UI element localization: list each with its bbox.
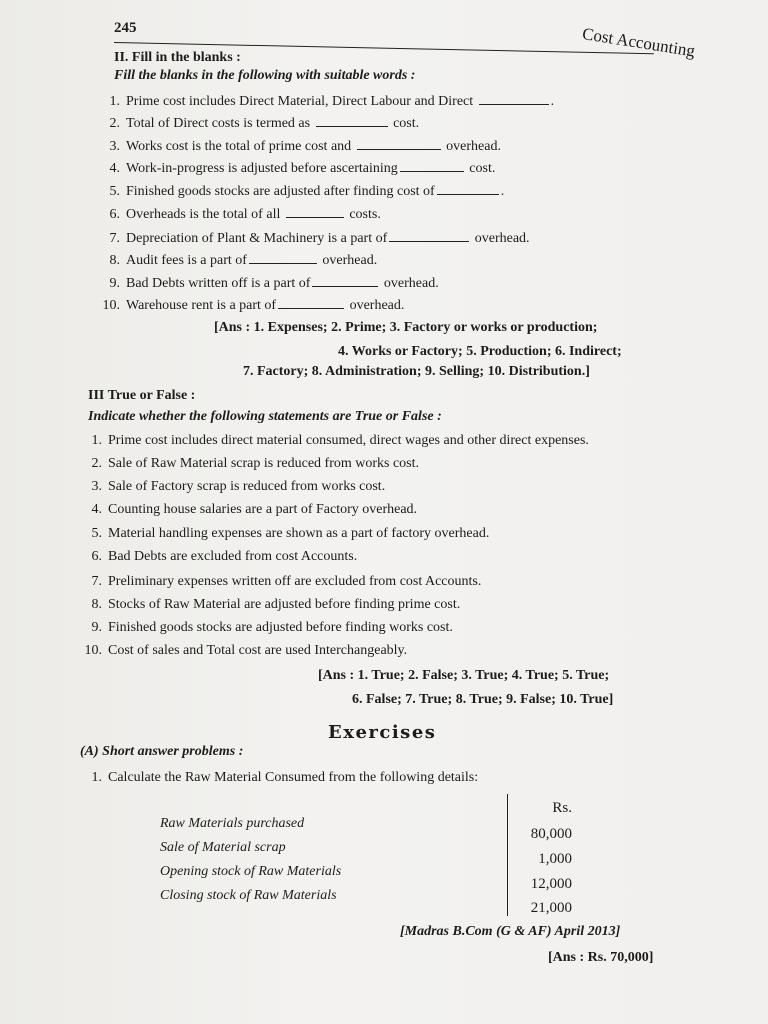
tf-item-8 bbox=[82, 597, 460, 613]
item-number: 10. bbox=[84, 643, 102, 658]
item-text: Finished goods stocks are adjusted before finding works cost. bbox=[108, 620, 453, 635]
item-text: Sale of Raw Material scrap is reduced from works cost. bbox=[108, 456, 420, 471]
item-suffix: cost. bbox=[393, 116, 420, 131]
tf-answers-line-1: [Ans : 1. True; 2. False; 3. True; 4. True; 5. True; bbox=[318, 668, 610, 683]
item-number: 5. bbox=[91, 526, 102, 541]
item-number: 3. bbox=[91, 479, 102, 494]
fill-item-9 bbox=[100, 274, 439, 292]
source-reference: [Madras B.Com (G & AF) April 2013] bbox=[400, 924, 621, 939]
true-false-instruction: Indicate whether the following statements are True or False : bbox=[88, 409, 442, 424]
item-text: Warehouse rent is a part of bbox=[126, 298, 277, 313]
fill-item-8 bbox=[100, 251, 377, 269]
fill-item-5 bbox=[100, 182, 504, 200]
blank-line bbox=[316, 114, 388, 127]
item-text: Sale of Factory scrap is reduced from works cost. bbox=[108, 479, 386, 494]
blank-line bbox=[278, 296, 344, 309]
item-number: 4. bbox=[91, 502, 102, 517]
item-suffix: overhead. bbox=[349, 298, 405, 313]
tf-item-6 bbox=[82, 549, 357, 565]
item-number: 7. bbox=[109, 231, 120, 246]
item-suffix: overhead. bbox=[474, 231, 530, 246]
true-false-heading: III True or False : bbox=[88, 388, 196, 403]
item-text: Bad Debts written off is a part of bbox=[126, 276, 311, 291]
page-number: 245 bbox=[114, 20, 137, 36]
item-number: 2. bbox=[91, 456, 102, 471]
item-text: Preliminary expenses written off are excluded from cost Accounts. bbox=[108, 574, 482, 589]
tf-item-5 bbox=[82, 526, 489, 542]
item-suffix: cost. bbox=[469, 161, 496, 176]
fill-answers-line-2: 4. Works or Factory; 5. Production; 6. Indirect; bbox=[338, 344, 622, 359]
item-text: Stocks of Raw Material are adjusted before finding prime cost. bbox=[108, 597, 461, 612]
item-suffix: costs. bbox=[349, 207, 381, 222]
exercises-title: Exercises bbox=[328, 722, 437, 743]
item-number: 6. bbox=[91, 549, 102, 564]
item-number: 2. bbox=[109, 116, 120, 131]
problem-1 bbox=[82, 770, 478, 786]
fill-item-4 bbox=[100, 159, 495, 177]
fill-blanks-instruction: Fill the blanks in the following with suitable words : bbox=[114, 68, 416, 83]
blank-line bbox=[357, 137, 441, 150]
currency-header: Rs. bbox=[552, 800, 572, 816]
item-number: 8. bbox=[91, 597, 102, 612]
running-title: Cost Accounting bbox=[581, 24, 697, 61]
blank-line bbox=[312, 274, 378, 287]
row-label-purchased: Raw Materials purchased bbox=[160, 816, 305, 831]
blank-line bbox=[437, 182, 499, 195]
problem-text: Calculate the Raw Material Consumed from the following details: bbox=[108, 770, 479, 785]
item-number: 10. bbox=[102, 298, 120, 313]
item-number: 9. bbox=[109, 276, 120, 291]
item-text: Counting house salaries are a part of Factory overhead. bbox=[108, 502, 418, 517]
item-number: 3. bbox=[109, 139, 120, 154]
item-number: 8. bbox=[109, 253, 120, 268]
fill-answers-line-1: [Ans : 1. Expenses; 2. Prime; 3. Factory or works or production; bbox=[214, 320, 598, 335]
short-answer-heading: (A) Short answer problems : bbox=[80, 744, 244, 759]
item-text: Work-in-progress is adjusted before ascertaining bbox=[126, 161, 398, 176]
fill-item-3 bbox=[100, 137, 501, 155]
item-suffix: . bbox=[500, 184, 505, 199]
blank-line bbox=[479, 92, 549, 105]
fill-item-10 bbox=[100, 296, 404, 314]
item-text: Works cost is the total of prime cost and bbox=[126, 139, 352, 154]
item-text: Material handling expenses are shown as a part of factory overhead. bbox=[108, 526, 490, 541]
item-suffix: overhead. bbox=[446, 139, 501, 154]
blank-line bbox=[249, 251, 317, 264]
tf-item-10 bbox=[82, 643, 407, 659]
item-number: 4. bbox=[109, 161, 120, 176]
tf-item-4 bbox=[82, 502, 417, 518]
item-number: 9. bbox=[91, 620, 102, 635]
tf-item-1 bbox=[82, 433, 589, 449]
blank-line bbox=[400, 159, 464, 172]
item-text: Prime cost includes Direct Material, Direct Labour and Direct bbox=[126, 94, 474, 109]
item-suffix: overhead. bbox=[383, 276, 439, 291]
item-number: 1. bbox=[109, 94, 120, 109]
item-suffix: overhead. bbox=[322, 253, 378, 268]
fill-answers-line-3: 7. Factory; 8. Administration; 9. Selling; 10. Distribution.] bbox=[243, 364, 590, 379]
tf-item-3 bbox=[82, 479, 385, 495]
item-suffix: . bbox=[550, 94, 555, 109]
fill-item-2 bbox=[100, 114, 419, 132]
item-number: 1. bbox=[91, 433, 102, 448]
item-text: Total of Direct costs is termed as bbox=[126, 116, 311, 131]
item-text: Audit fees is a part of bbox=[126, 253, 247, 268]
problem-answer: [Ans : Rs. 70,000] bbox=[548, 950, 654, 965]
item-number: 5. bbox=[109, 184, 120, 199]
tf-item-9 bbox=[82, 620, 453, 636]
fill-blanks-heading: II. Fill in the blanks : bbox=[114, 50, 241, 65]
row-value-opening: 12,000 bbox=[530, 876, 572, 892]
item-text: Prime cost includes direct material consumed, direct wages and other direct expenses. bbox=[108, 433, 589, 448]
item-text: Cost of sales and Total cost are used Interchangeably. bbox=[108, 643, 408, 658]
blank-line bbox=[389, 229, 469, 242]
fill-item-7 bbox=[100, 229, 530, 247]
row-value-scrap: 1,000 bbox=[538, 851, 572, 867]
fill-item-6 bbox=[100, 205, 381, 223]
fill-item-1 bbox=[100, 92, 554, 110]
item-number: 6. bbox=[109, 207, 120, 222]
row-label-scrap: Sale of Material scrap bbox=[160, 840, 286, 855]
item-text: Depreciation of Plant & Machinery is a part of bbox=[126, 231, 388, 246]
blank-line bbox=[286, 205, 344, 218]
row-label-closing: Closing stock of Raw Materials bbox=[160, 888, 337, 903]
item-text: Finished goods stocks are adjusted after finding cost of bbox=[126, 184, 435, 199]
row-value-purchased: 80,000 bbox=[530, 826, 572, 842]
tf-item-2 bbox=[82, 456, 419, 472]
row-value-closing: 21,000 bbox=[530, 900, 572, 916]
tf-item-7 bbox=[82, 574, 481, 590]
item-text: Bad Debts are excluded from cost Accounts. bbox=[108, 549, 358, 564]
row-label-opening: Opening stock of Raw Materials bbox=[160, 864, 342, 879]
tf-answers-line-2: 6. False; 7. True; 8. True; 9. False; 10. True] bbox=[352, 692, 614, 707]
item-number: 7. bbox=[91, 574, 102, 589]
problem-number: 1. bbox=[91, 770, 102, 785]
item-text: Overheads is the total of all bbox=[126, 207, 281, 222]
